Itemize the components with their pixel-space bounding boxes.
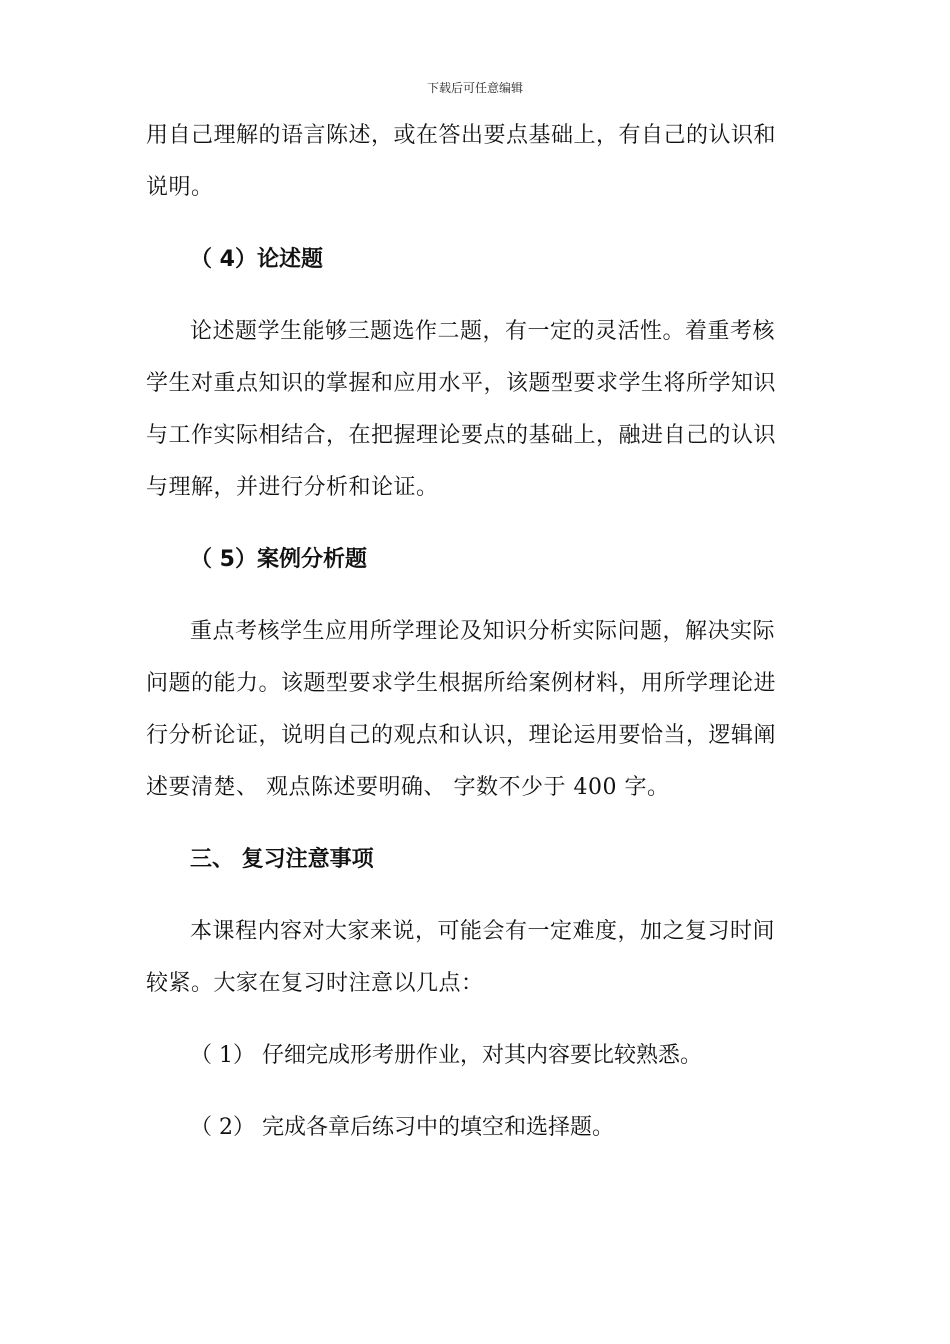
- section-heading-review-notes: 三、 复习注意事项: [190, 847, 374, 872]
- paragraph-line: 学生对重点知识的掌握和应用水平，该题型要求学生将所学知识: [146, 371, 777, 396]
- paragraph-line: 与理解，并进行分析和论证。: [146, 475, 439, 500]
- review-paragraph: [146, 906, 796, 1010]
- intro-paragraph: [146, 110, 796, 214]
- paragraph-line: 与工作实际相结合，在把握理论要点的基础上，融进自己的认识: [146, 423, 777, 448]
- paragraph-line: 用自己理解的语言陈述，或在答出要点基础上，有自己的认识和: [146, 123, 777, 148]
- paragraph-line: 问题的能力。该题型要求学生根据所给案例材料，用所学理论进: [146, 671, 777, 696]
- paragraph-line: 较紧。大家在复习时注意以几点：: [146, 971, 484, 996]
- paragraph-line: 重点考核学生应用所学理论及知识分析实际问题，解决实际: [190, 619, 776, 644]
- paragraph-line: 说明。: [146, 175, 214, 200]
- case-paragraph: [146, 606, 796, 814]
- paragraph-line: 本课程内容对大家来说，可能会有一定难度，加之复习时间: [190, 919, 776, 944]
- list-item: （ 1） 仔细完成形考册作业，对其内容要比较熟悉。: [190, 1043, 702, 1068]
- paragraph-line: 行分析论证，说明自己的观点和认识，理论运用要恰当，逻辑阐: [146, 723, 777, 748]
- section-heading-essay: （ 4）论述题: [190, 247, 323, 272]
- page-header: 下载后可任意编辑: [426, 81, 523, 95]
- paragraph-line: 述要清楚、 观点陈述要明确、 字数不少于 400 字。: [146, 775, 670, 800]
- essay-paragraph: [146, 306, 796, 514]
- paragraph-line: 论述题学生能够三题选作二题，有一定的灵活性。着重考核: [190, 319, 776, 344]
- section-heading-case: （ 5）案例分析题: [190, 547, 367, 572]
- list-item: （ 2） 完成各章后练习中的填空和选择题。: [190, 1115, 614, 1140]
